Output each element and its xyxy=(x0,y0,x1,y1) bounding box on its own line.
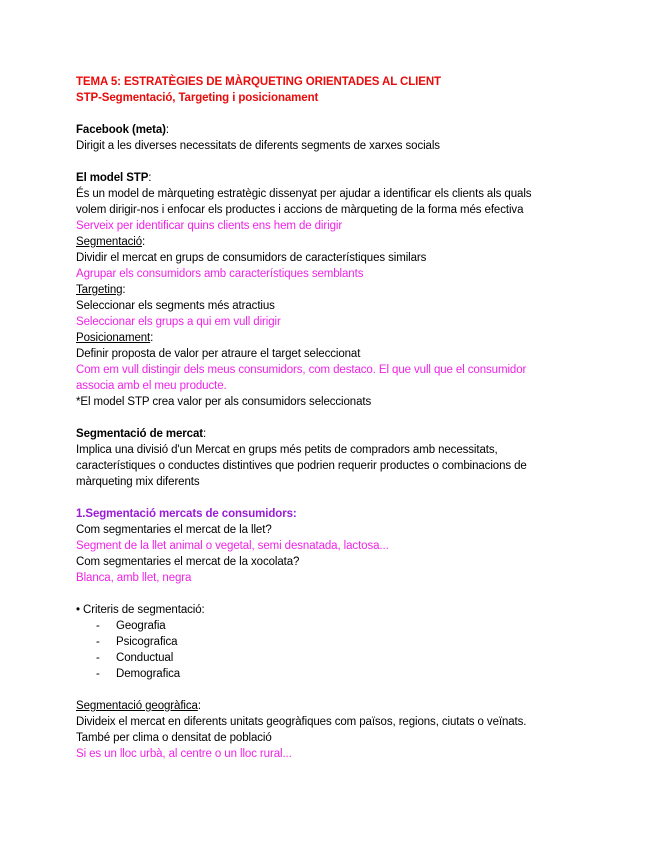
stp-heading: El model STP xyxy=(76,172,149,184)
mercat-text-line-1: Implica una divisió d'un Mercat en grups més petits de compradors amb necessitats, xyxy=(76,444,498,456)
criteris-item xyxy=(76,650,576,666)
stp-definition-line-2: volem dirigir-nos i enfocar els productes i accions de màrqueting de la forma més efectiva xyxy=(76,204,524,216)
posicionament-label-colon: : xyxy=(150,332,154,344)
mercat-text-line-2: característiques o conductes distintives que podrien requerir productes o combinacions de xyxy=(76,460,527,472)
criteris-item xyxy=(76,618,576,634)
mercat-text-line-3: màrqueting mix diferents xyxy=(76,476,200,488)
geo-label-line xyxy=(76,698,576,714)
facebook-heading-line xyxy=(76,122,576,138)
criteris-item-marker: - xyxy=(96,620,100,632)
segmentacio-note: Agrupar els consumidors amb característiques semblants xyxy=(76,268,364,280)
document-title: TEMA 5: ESTRATÈGIES DE MÀRQUETING ORIENTADES AL CLIENT xyxy=(76,76,441,88)
geo-label: Segmentació geogràfica xyxy=(76,700,198,712)
segmentacio-label: Segmentació xyxy=(76,236,143,248)
posicionament-note-line-2: associa amb el meu producte. xyxy=(76,380,227,392)
stp-heading-line xyxy=(76,170,576,186)
posicionament-label: Posicionament xyxy=(76,332,151,344)
targeting-text: Seleccionar els segments més atractius xyxy=(76,300,275,312)
segmentacio-label-colon: : xyxy=(142,236,146,248)
document-page xyxy=(76,74,576,762)
criteris-item-text: Psicografica xyxy=(116,636,178,648)
segmentacio-label-line xyxy=(76,234,576,250)
consumidors-heading: 1.Segmentació mercats de consumidors: xyxy=(76,508,297,520)
criteris-item-marker: - xyxy=(96,668,100,680)
facebook-heading: Facebook (meta) xyxy=(76,124,166,136)
geo-note: Si es un lloc urbà, al centre o un lloc rural... xyxy=(76,748,292,760)
xocolata-answer: Blanca, amb llet, negra xyxy=(76,572,192,584)
geo-text-line-1: Divideix el mercat en diferents unitats geogràfiques com països, regions, ciutats o veïnats. xyxy=(76,716,527,728)
facebook-text: Dirigit a les diverses necessitats de diferents segments de xarxes socials xyxy=(76,140,440,152)
mercat-heading-line xyxy=(76,426,576,442)
criteris-item-text: Geografia xyxy=(116,620,166,632)
stp-heading-colon: : xyxy=(148,172,152,184)
geo-text-line-2: També per clima o densitat de població xyxy=(76,732,272,744)
targeting-label: Targeting xyxy=(76,284,123,296)
criteris-item xyxy=(76,666,576,682)
llet-answer: Segment de la llet animal o vegetal, semi desnatada, lactosa... xyxy=(76,540,389,552)
targeting-label-colon: : xyxy=(122,284,126,296)
criteris-item-marker: - xyxy=(96,636,100,648)
stp-definition-line-1: És un model de màrqueting estratègic dissenyat per ajudar a identificar els clients als quals xyxy=(76,188,532,200)
xocolata-question: Com segmentaries el mercat de la xocolata? xyxy=(76,556,300,568)
criteris-item-marker: - xyxy=(96,652,100,664)
posicionament-label-line xyxy=(76,330,576,346)
posicionament-note-line-1: Com em vull distingir dels meus consumidors, com destaco. El que vull que el consumidor xyxy=(76,364,527,376)
criteris-item xyxy=(76,634,576,650)
criteris-item-text: Conductual xyxy=(116,652,174,664)
facebook-heading-colon: : xyxy=(165,124,169,136)
posicionament-text: Definir proposta de valor per atraure el target seleccionat xyxy=(76,348,361,360)
document-subtitle: STP-Segmentació, Targeting i posicionament xyxy=(76,92,319,104)
stp-footnote: *El model STP crea valor per als consumidors seleccionats xyxy=(76,396,372,408)
mercat-heading-colon: : xyxy=(203,428,207,440)
stp-note: Serveix per identificar quins clients ens hem de dirigir xyxy=(76,220,343,232)
targeting-label-line xyxy=(76,282,576,298)
targeting-note: Seleccionar els grups a qui em vull dirigir xyxy=(76,316,281,328)
mercat-heading: Segmentació de mercat xyxy=(76,428,204,440)
llet-question: Com segmentaries el mercat de la llet? xyxy=(76,524,272,536)
criteris-label: • Criteris de segmentació: xyxy=(76,604,205,616)
segmentacio-text: Dividir el mercat en grups de consumidors de característiques similars xyxy=(76,252,427,264)
geo-label-colon: : xyxy=(197,700,201,712)
criteris-item-text: Demografica xyxy=(116,668,181,680)
